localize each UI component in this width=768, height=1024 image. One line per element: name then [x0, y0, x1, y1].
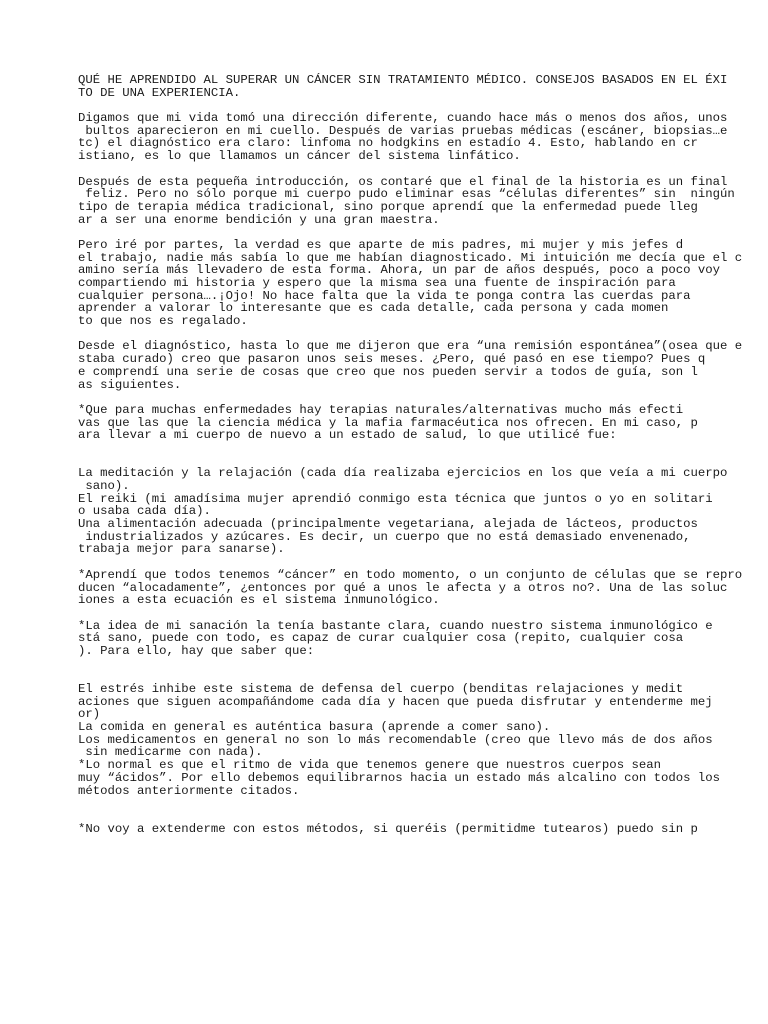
text-line: Digamos que mi vida tomó una dirección diferente, cuando hace más o menos dos años, unos [78, 111, 728, 126]
text-line: Después de esta pequeña introducción, os contaré que el final de la historia es un final [78, 174, 728, 189]
paragraph-gap [78, 391, 768, 404]
text-line: vas que las que la ciencia médica y la mafia farmacéutica nos ofrecen. En mi caso, p [78, 415, 698, 430]
paragraph-p7 [78, 620, 768, 658]
text-line: ar a ser una enorme bendición y una gran maestra. [78, 212, 440, 227]
text-line: ducen “alocadamente”, ¿entonces por qué a unos le afecta y a otros no?. Una de las soluc [78, 580, 728, 595]
text-line: muy “ácidos”. Por ello debemos equilibrarnos hacia un estado más alcalino con todos los [78, 770, 721, 785]
paragraph-gap [78, 797, 768, 822]
paragraph-gap [78, 163, 768, 176]
text-line: La comida en general es auténtica basura (aprende a comer sano). [78, 720, 551, 735]
paragraph-p6 [78, 569, 768, 607]
paragraph-p2 [78, 176, 768, 227]
paragraph-p5 [78, 404, 768, 442]
text-line: to que nos es regalado. [78, 314, 248, 329]
text-line: compartiendo mi historia y espero que la misma sea una fuente de inspiración para [78, 276, 676, 290]
text-line: cualquier persona….¡Ojo! No hace falta que la vida te ponga contra las cuerdas para [78, 288, 691, 303]
text-line: tc) el diagnóstico era claro: linfoma no hodgkins en estadío 4. Esto, hablando en cr [78, 136, 698, 151]
paragraph-p1 [78, 112, 768, 163]
text-line: métodos anteriormente citados. [78, 783, 300, 798]
document-title [78, 74, 768, 99]
text-line: ). Para ello, hay que saber que: [78, 643, 315, 658]
text-line: aciones que siguen acompañándome cada día y hacen que pueda disfrutar y entenderme mej [78, 694, 713, 709]
paragraph-p3 [78, 239, 768, 328]
paragraph-p8 [78, 823, 768, 836]
text-line: El reiki (mi amadísima mujer aprendió conmigo esta técnica que juntos o yo en solitari [78, 491, 713, 506]
text-line: *No voy a extenderme con estos métodos, si queréis (permitidme tutearos) puedo sin p [78, 821, 698, 836]
text-line: stá sano, puede con todo, es capaz de curar cualquier cosa (repito, cualquier cosa [78, 631, 684, 646]
text-line: TO DE UNA EXPERIENCIA. [78, 85, 241, 100]
text-line: QUÉ HE APRENDIDO AL SUPERAR UN CÁNCER SIN TRATAMIENTO MÉDICO. CONSEJOS BASADOS EN EL ÉXI [78, 73, 728, 87]
text-line: sin medicarme con nada). [78, 745, 263, 760]
text-line: *Lo normal es que el ritmo de vida que tenemos genere que nuestros cuerpos sean [78, 758, 661, 773]
text-line: istiano, es lo que llamamos un cáncer del sistema linfático. [78, 149, 521, 164]
text-line: o usaba cada día). [78, 504, 211, 519]
text-line: Los medicamentos en general no son lo más recomendable (creo que llevo más de dos años [78, 732, 713, 747]
text-line: *La idea de mi sanación la tenía bastante clara, cuando nuestro sistema inmunológico e [78, 618, 713, 633]
paragraph-gap [78, 607, 768, 620]
paragraph-gap [78, 556, 768, 569]
text-line: as siguientes. [78, 377, 182, 392]
text-line: El estrés inhibe este sistema de defensa del cuerpo (benditas relajaciones y medit [78, 682, 684, 697]
paragraph-list1 [78, 467, 768, 556]
text-line: feliz. Pero no sólo porque mi cuerpo pudo eliminar esas “células diferentes” sin ningún [78, 187, 735, 202]
paragraph-p4 [78, 340, 768, 391]
text-line: Pero iré por partes, la verdad es que aparte de mis padres, mi mujer y mis jefes d [78, 237, 684, 252]
text-line: tipo de terapia médica tradicional, sino porque aprendí que la enfermedad puede lleg [78, 199, 698, 214]
text-line: industrializados y azúcares. Es decir, un cuerpo que no está demasiado envenenado, [78, 529, 691, 544]
text-line: *Aprendí que todos tenemos “cáncer” en todo momento, o un conjunto de células que se repro [78, 567, 743, 582]
text-line: or) [78, 707, 101, 722]
text-line: Desde el diagnóstico, hasta lo que me dijeron que era “una remisión espontánea”(osea que e [78, 339, 743, 354]
text-line: trabaja mejor para sanarse). [78, 542, 285, 557]
text-line: iones a esta ecuación es el sistema inmunológico. [78, 593, 440, 608]
text-line: sano). [78, 479, 130, 494]
paragraph-gap [78, 658, 768, 683]
text-line: el trabajo, nadie más sabía lo que me habían diagnosticado. Mi intuición me decía que el c [78, 250, 743, 265]
text-line: amino sería más llevadero de esta forma. Ahora, un par de años después, poco a poco voy [78, 263, 721, 278]
document-body [78, 74, 768, 835]
text-line: La meditación y la relajación (cada día realizaba ejercicios en los que veía a mi cuerpo [78, 466, 728, 481]
text-line: aprender a valorar lo interesante que es cada detalle, cada persona y cada momen [78, 301, 669, 316]
paragraph-gap [78, 442, 768, 467]
text-line: bultos aparecieron en mi cuello. Después de varias pruebas médicas (escáner, biopsias…e [78, 123, 728, 138]
text-line: staba curado) creo que pasaron unos seis meses. ¿Pero, qué pasó en ese tiempo? Pues q [78, 352, 706, 367]
text-line: ara llevar a mi cuerpo de nuevo a un estado de salud, lo que utilicé fue: [78, 428, 617, 443]
text-line: e comprendí una serie de cosas que creo que nos pueden servir a todos de guía, son l [78, 364, 698, 379]
text-line: *Que para muchas enfermedades hay terapias naturales/alternativas mucho más efecti [78, 402, 684, 417]
paragraph-list2 [78, 683, 768, 797]
text-line: Una alimentación adecuada (principalmente vegetariana, alejada de lácteos, productos [78, 517, 698, 532]
